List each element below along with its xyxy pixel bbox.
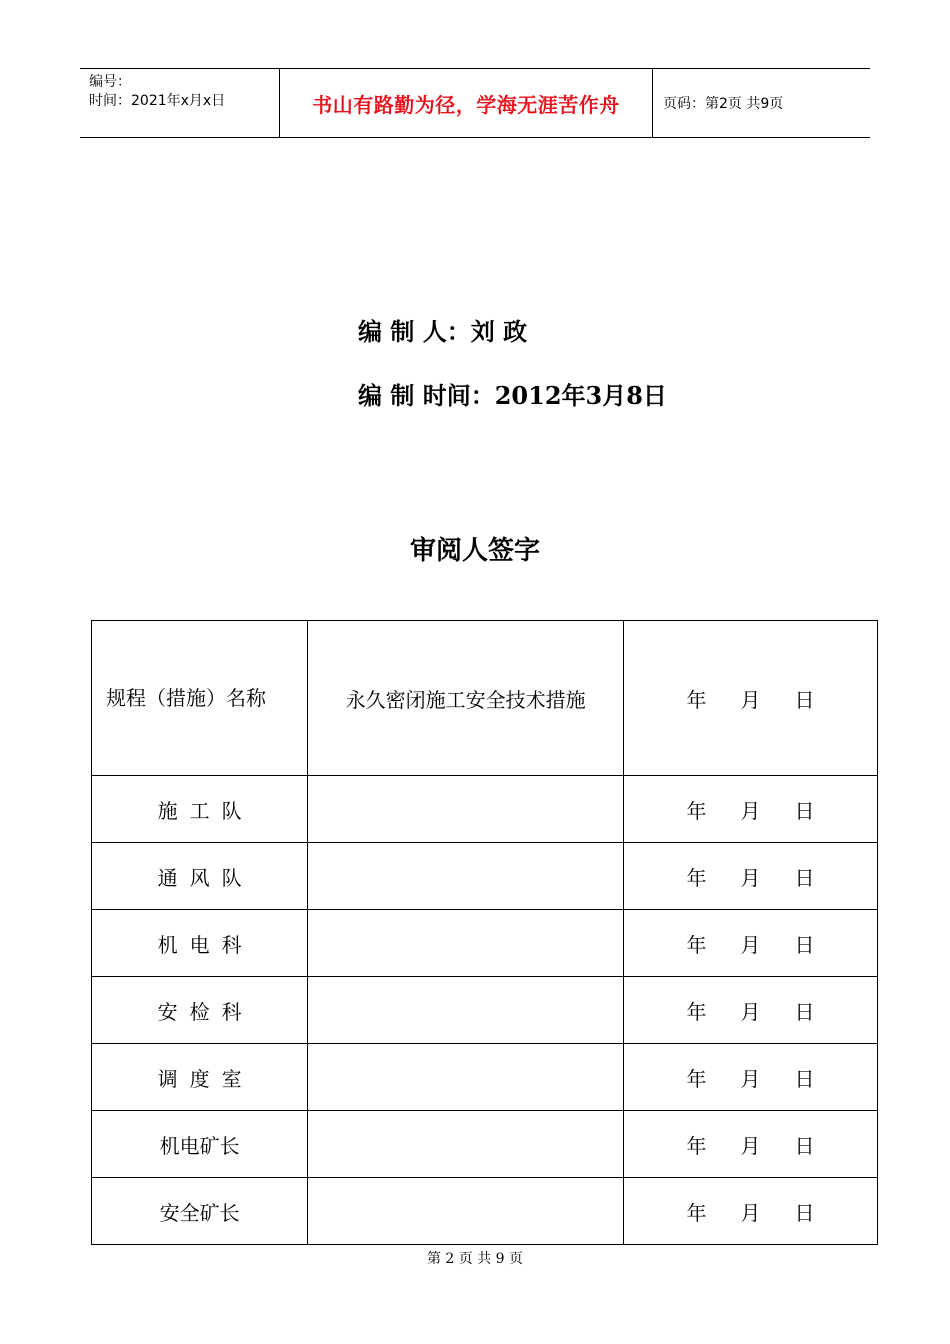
date-year: 年 xyxy=(686,1200,707,1225)
row-content xyxy=(308,910,624,977)
row-date xyxy=(623,843,877,910)
table-row xyxy=(92,1111,878,1178)
row-label xyxy=(92,621,308,776)
row-label-text: 通风队 xyxy=(157,865,254,890)
date-month: 月 xyxy=(740,932,761,957)
row-content xyxy=(308,843,624,910)
row-date xyxy=(623,910,877,977)
row-content xyxy=(308,1044,624,1111)
row-label-text: 机电科 xyxy=(157,932,254,957)
date-year: 年 xyxy=(686,932,707,957)
row-date xyxy=(623,621,877,776)
row-label-text: 安检科 xyxy=(157,999,254,1024)
time-label: 时间：2021年x月x日 xyxy=(89,93,226,109)
date-year: 年 xyxy=(686,798,707,823)
header-slogan: 书山有路勤为径，学海无涯苦作舟 xyxy=(280,69,653,137)
row-date xyxy=(623,776,877,843)
table-row xyxy=(92,776,878,843)
row-date xyxy=(623,977,877,1044)
date-day: 日 xyxy=(794,865,815,890)
page-header xyxy=(80,68,870,138)
number-label: 编号： xyxy=(89,74,131,90)
row-label-text: 规程（措施）名称 xyxy=(106,686,266,710)
row-content xyxy=(308,1111,624,1178)
signature-table xyxy=(91,620,878,1245)
date-year: 年 xyxy=(686,687,707,712)
row-label xyxy=(92,1178,308,1245)
date-month: 月 xyxy=(740,798,761,823)
review-title: 审阅人签字 xyxy=(409,536,540,566)
date-month: 月 xyxy=(740,865,761,890)
compiled-by-line xyxy=(358,300,667,364)
row-content xyxy=(308,776,624,843)
table-row xyxy=(92,1178,878,1245)
row-date xyxy=(623,1178,877,1245)
row-label-text: 安全矿长 xyxy=(159,1200,240,1225)
date-day: 日 xyxy=(794,1066,815,1091)
row-content xyxy=(308,1178,624,1245)
date-day: 日 xyxy=(794,999,815,1024)
compiled-time-label: 编 制 时间： xyxy=(358,381,495,410)
date-day: 日 xyxy=(794,798,815,823)
date-year: 年 xyxy=(686,865,707,890)
table-row xyxy=(92,910,878,977)
row-label-text: 机电矿长 xyxy=(159,1133,240,1158)
compiled-by-label: 编 制 人： xyxy=(358,317,471,346)
date-day: 日 xyxy=(794,932,815,957)
row-label xyxy=(92,776,308,843)
row-content: 永久密闭施工安全技术措施 xyxy=(308,621,624,776)
table-row xyxy=(92,621,878,776)
compiled-by-name: 刘 政 xyxy=(470,317,528,346)
row-label xyxy=(92,977,308,1044)
row-date xyxy=(623,1044,877,1111)
page-footer: 第 2 页 共 9 页 xyxy=(426,1251,524,1267)
date-month: 月 xyxy=(740,1200,761,1225)
date-day: 日 xyxy=(794,687,815,712)
date-day: 日 xyxy=(794,1133,815,1158)
row-label xyxy=(92,1044,308,1111)
table-row xyxy=(92,977,878,1044)
row-label xyxy=(92,910,308,977)
compiler-block xyxy=(358,300,667,428)
row-label-text: 调度室 xyxy=(157,1066,254,1091)
date-day: 日 xyxy=(794,1200,815,1225)
date-year: 年 xyxy=(686,1133,707,1158)
table-row xyxy=(92,843,878,910)
row-date xyxy=(623,1111,877,1178)
row-label xyxy=(92,1111,308,1178)
date-month: 月 xyxy=(740,999,761,1024)
row-label-text: 施工队 xyxy=(157,798,254,823)
date-month: 月 xyxy=(740,1066,761,1091)
header-meta xyxy=(80,69,280,137)
date-month: 月 xyxy=(740,1133,761,1158)
date-month: 月 xyxy=(740,687,761,712)
date-year: 年 xyxy=(686,1066,707,1091)
date-year: 年 xyxy=(686,999,707,1024)
compiled-time-line xyxy=(358,364,667,428)
compiled-time-value: 2012年3月8日 xyxy=(494,381,667,410)
row-content xyxy=(308,977,624,1044)
header-page-info: 页码：第2页 共9页 xyxy=(663,96,784,112)
row-label xyxy=(92,843,308,910)
table-row xyxy=(92,1044,878,1111)
